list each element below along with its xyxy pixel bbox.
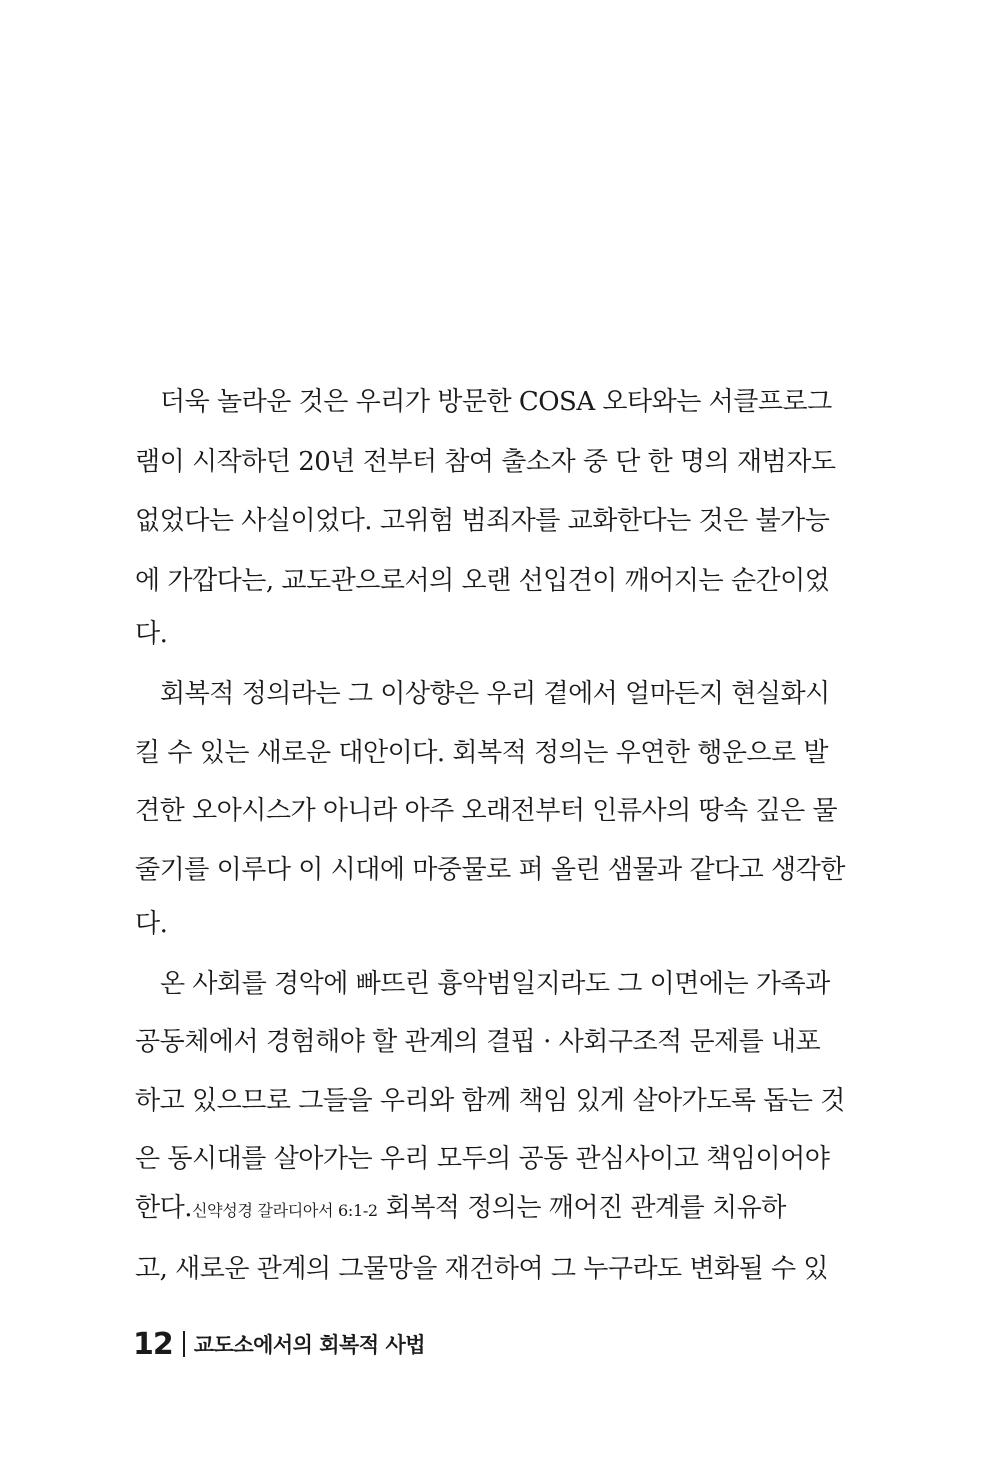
paragraph-1-line-3: 없었다는 사실이었다. 고위험 범죄자를 교화한다는 것은 불가능 [135, 506, 830, 536]
page-footer [133, 1324, 425, 1364]
paragraph-2-line-2: 킬 수 있는 새로운 대안이다. 회복적 정의는 우연한 행운으로 발 [135, 738, 829, 768]
paragraph-1-line-4: 에 가깝다는, 교도관으로서의 오랜 선입견이 깨어지는 순간이었 [135, 566, 830, 596]
paragraph-1-line-2: 램이 시작하던 20년 전부터 참여 출소자 중 단 한 명의 재범자도 [135, 447, 836, 477]
paragraph-1-line-5: 다. [135, 619, 168, 649]
paragraph-3-line-5-tail: 회복적 정의는 깨어진 관계를 치유하 [385, 1193, 786, 1223]
paragraph-2-line-4: 줄기를 이루다 이 시대에 마중물로 퍼 올린 샘물과 같다고 생각한 [135, 855, 845, 885]
scripture-reference: 신약성경 갈라디아서 6:1-2 [192, 1201, 378, 1220]
paragraph-3-line-5-lead: 한다. [135, 1193, 192, 1223]
footer-divider [183, 1331, 185, 1357]
paragraph-2-line-5: 다. [135, 909, 168, 939]
paragraph-3-line-2: 공동체에서 경험해야 할 관계의 결핍 · 사회구조적 문제를 내포 [135, 1027, 821, 1057]
paragraph-2-line-3: 견한 오아시스가 아니라 아주 오래전부터 인류사의 땅속 깊은 물 [135, 796, 838, 826]
page-number: 12 [133, 1326, 173, 1362]
paragraph-1-line-1: 더욱 놀라운 것은 우리가 방문한 COSA 오타와는 서클프로그 [160, 387, 832, 417]
paragraph-3-line-3: 하고 있으므로 그들을 우리와 함께 책임 있게 살아가도록 돕는 것 [135, 1086, 845, 1116]
paragraph-3-line-1: 온 사회를 경악에 빠뜨린 흉악범일지라도 그 이면에는 가족과 [160, 969, 830, 999]
paragraph-3-line-4: 은 동시대를 살아가는 우리 모두의 공동 관심사이고 책임이어야 [135, 1144, 830, 1174]
running-title: 교도소에서의 회복적 사법 [193, 1333, 426, 1357]
paragraph-3-line-5 [135, 1190, 830, 1226]
paragraph-3-line-6: 고, 새로운 관계의 그물망을 재건하여 그 누구라도 변화될 수 있 [135, 1254, 829, 1284]
paragraph-2-line-1: 회복적 정의라는 그 이상향은 우리 곁에서 얼마든지 현실화시 [160, 679, 830, 709]
